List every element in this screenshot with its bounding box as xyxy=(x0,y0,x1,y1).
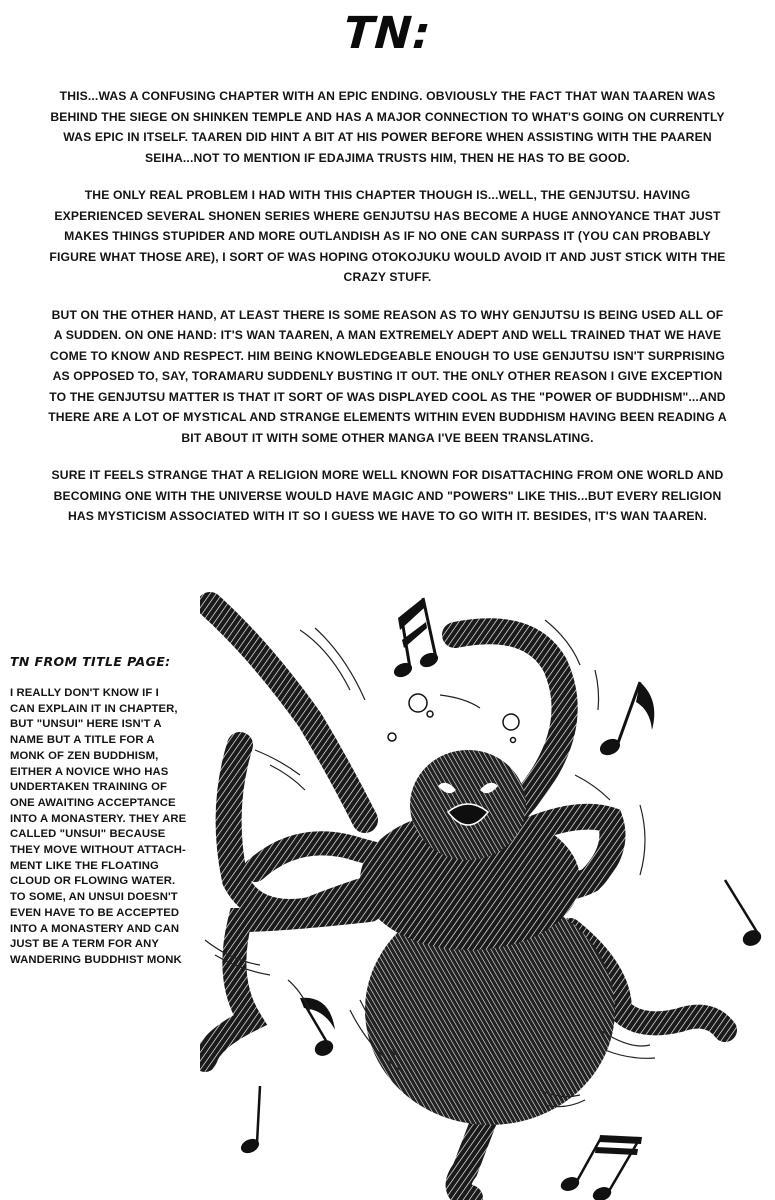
music-note-icon xyxy=(725,880,763,948)
title-page-note-heading: TN FROM TITLE PAGE: xyxy=(10,654,171,669)
note-paragraph: THE ONLY REAL PROBLEM I HAD WITH THIS CHAPTER THOUGH IS...WELL, THE GENJUTSU. HAVING EXPERIENCED SEVERAL SHONEN SERIES WHERE GENJUTSU HAS BECOME A HUGE ANNOYANCE THAT JUST MAKES THINGS STUPIDER AND MORE OUTLANDISH AS IF NO ONE CAN SURPASS IT (YOU CAN PROBABLY FIGURE WHAT THOSE ARE), I SORT OF WAS HOPING OTOKOJUKU WOULD AVOID IT AND JUST STICK WITH THE CRAZY STUFF. xyxy=(49,188,726,284)
translator-notes xyxy=(40,86,735,544)
spider-illustration xyxy=(200,590,775,1200)
title-page-note-body: I REALLY DON'T KNOW IF I CAN EXPLAIN IT IN CHAPTER, BUT "UNSUI" HERE ISN'T A NAME BUT A TITLE FOR A MONK OF ZEN BUDDHISM, EITHER A NOVICE WHO HAS UNDERTAKEN TRAINING OF ONE AWAITING ACCEPTANCE INTO A MONASTERY. THEY ARE CALLED "UNSUI" BECAUSE THEY MOVE WITHOUT ATTACH- MENT LIKE THE FLOATING CLOUD OR FLOWING WATER. TO SOME, AN UNSUI DOESN'T EVEN HAVE TO BE ACCEPTED INTO A MONASTERY AND CAN JUST BE A TERM FOR ANY WANDERING BUDDHIST MONK xyxy=(10,687,187,966)
page-title: TN: xyxy=(341,8,434,59)
music-note-icon xyxy=(598,682,654,758)
leg-left-bottom xyxy=(205,910,370,1060)
title-page-note xyxy=(10,654,210,969)
music-note-icon xyxy=(300,998,335,1058)
bubble-icon xyxy=(388,694,519,743)
note-paragraph: SURE IT FEELS STRANGE THAT A RELIGION MORE WELL KNOWN FOR DISATTACHING FROM ONE WORLD AND BECOMING ONE WITH THE UNIVERSE WOULD HAVE MAGIC AND "POWERS" LIKE THIS...BUT EVERY RELIGION HAS MYSTICISM ASSOCIATED WITH IT SO I GUESS WE HAVE TO GO WITH IT. BESIDES, IT'S WAN TAAREN. xyxy=(51,468,724,523)
music-note-icon xyxy=(239,1086,260,1155)
music-note-icon xyxy=(392,598,439,679)
note-paragraph: THIS...WAS A CONFUSING CHAPTER WITH AN EPIC ENDING. OBVIOUSLY THE FACT THAT WAN TAAREN WAS BEHIND THE SIEGE ON SHINKEN TEMPLE AND HAS A MAJOR CONNECTION TO WHAT'S GOING ON CURRENTLY WAS EPIC IN ITSELF. TAAREN DID HINT A BIT AT HIS POWER BEFORE WHEN ASSISTING WITH THE PAAREN SEIHA...NOT TO MENTION IF EDAJIMA TRUSTS HIM, THEN HE HAS TO BE GOOD. xyxy=(50,89,725,165)
note-paragraph: BUT ON THE OTHER HAND, AT LEAST THERE IS SOME REASON AS TO WHY GENJUTSU IS BEING USED ALL OF A SUDDEN. ON ONE HAND: IT'S WAN TAAREN, A MAN EXTREMELY ADEPT AND WELL TRAINED THAT WE HAVE COME TO KNOW AND RESPECT. HIM BEING KNOWLEDGEABLE ENOUGH TO USE GENJUTSU ISN'T SURPRISING AS OPPOSED TO, SAY, TORAMARU SUDDENLY BUSTING IT OUT. THE ONLY OTHER REASON I GIVE EXCEPTION TO THE GENJUTSU MATTER IS THAT IT SORT OF WAS DISPLAYED COOL AS THE "POWER OF BUDDHISM"...AND THERE ARE A LOT OF MYSTICAL AND STRANGE ELEMENTS WITHIN EVEN BUDDHISM HAVING BEEN READING A BIT ABOUT IT WITH SOME OTHER MANGA I'VE BEEN TRANSLATING. xyxy=(48,307,727,445)
music-note-icon xyxy=(559,1135,642,1200)
